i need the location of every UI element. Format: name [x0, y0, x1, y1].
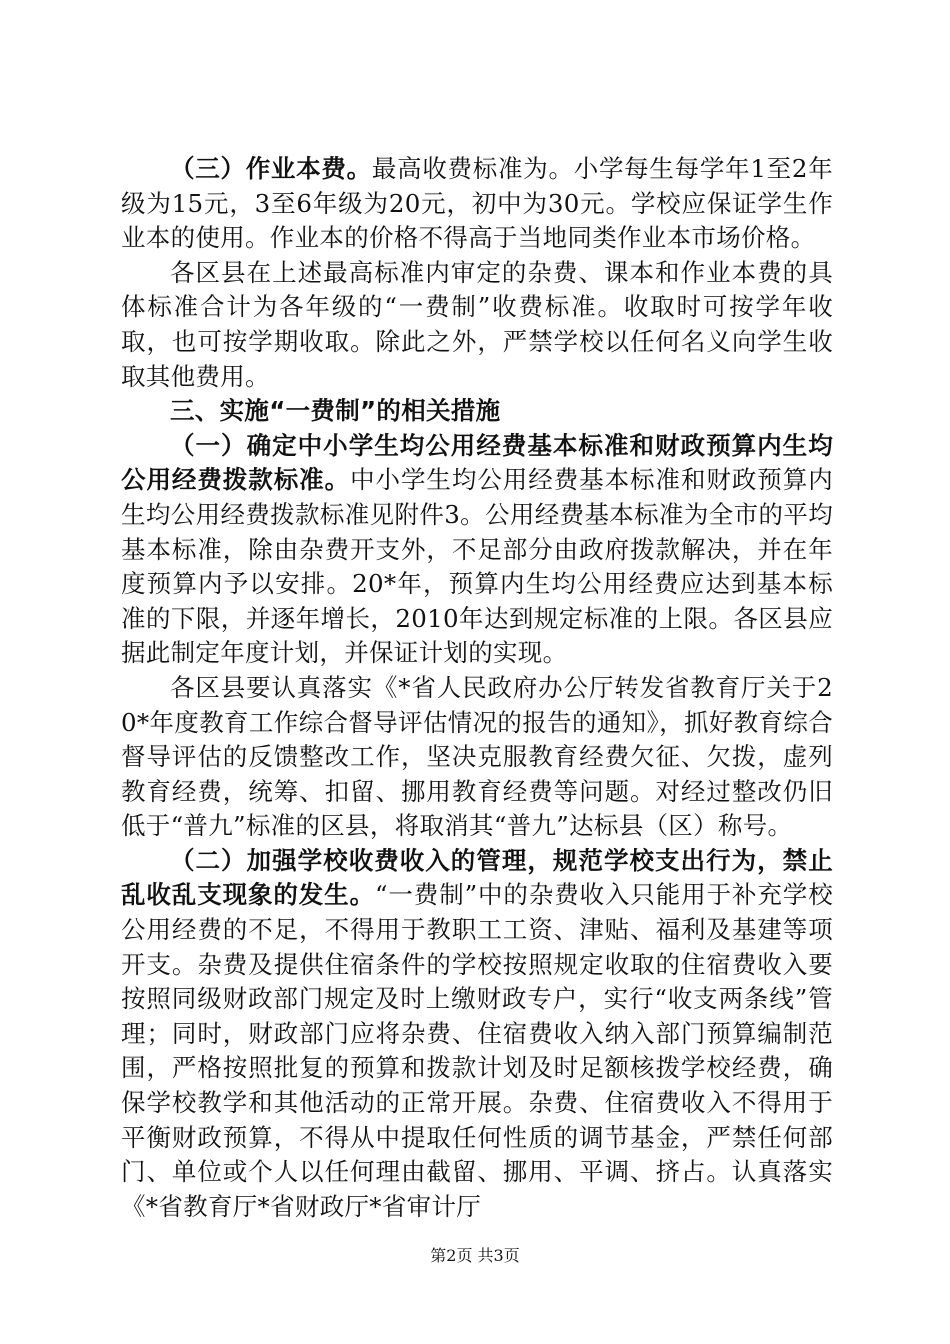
paragraph-workbook-fee	[121, 152, 833, 256]
document-body	[121, 152, 833, 1224]
section-heading: 三、实施“一费制”的相关措施	[170, 396, 501, 426]
paragraph-text: 最高收费标准为。小学每生每学年1至2年级为15元，3至6年级为20元，初中为30元。学校应保证学生作业本的使用。作业本的价格不得高于当地同类作业本市场价格。	[121, 154, 833, 253]
paragraph-lead-bold: （一）确定中小学生均公用经费基本标准和财政预算内生均公用经费拨款标准。	[121, 430, 833, 495]
paragraph-text: “一费制”中的杂费收入只能用于补充学校公用经费的不足，不得用于教职工工资、津贴、福利及基建等项开支。杂费及提供住宿条件的学校按照规定收取的住宿费收入要按照同级财政部门规定及时上缴财政专户，实行“收支两条线”管理；同时，财政部门应将杂费、住宿费收入纳入部门预算编制范围，严格按照批复的预算和拨款计划及时足额核拨学校经费，确保学校教学和其他活动的正常开展。杂费、住宿费收入不得用于平衡财政预算，不得从中提取任何性质的调节基金，严禁任何部门、单位或个人以任何理由截留、挪用、平调、挤占。认真落实《*省教育厅*省财政厅*省审计厅	[121, 880, 834, 1221]
paragraph-text: 各区县要认真落实《*省人民政府办公厅转发省教育厅关于20*年度教育工作综合督导评估情况的报告的通知》，抓好教育综合督导评估的反馈整改工作，坚决克服教育经费欠征、欠拨，虚列教育经费，统筹、扣留、挪用教育经费等问题。对经过整改仍旧低于“普九”标准的区县，将取消其“普九”达标县（区）称号。	[121, 672, 833, 841]
paragraph-implementation	[121, 671, 833, 844]
paragraph-lead-bold: （二）加强学校收费收入的管理，规范学校支出行为，禁止乱收乱支现象的发生。	[121, 845, 833, 910]
paragraph-standard-total	[121, 256, 833, 394]
paragraph-fee-management	[121, 844, 833, 1225]
page-number-footer: 第2页 共3页	[430, 1246, 520, 1265]
paragraph-text: 中小学生均公用经费基本标准和财政预算内生均公用经费拨款标准见附件3。公用经费基本标准为全市的平均基本标准，除由杂费开支外，不足部分由政府拨款解决，并在年度预算内予以安排。20*年，预算内生均公用经费应达到基本标准的下限，并逐年增长，2010年达到规定标准的上限。各区县应据此制定年度计划，并保证计划的实现。	[121, 465, 834, 668]
paragraph-text: 各区县在上述最高标准内审定的杂费、课本和作业本费的具体标准合计为各年级的“一费制”收费标准。收取时可按学年收取，也可按学期收取。除此之外，严禁学校以任何名义向学生收取其他费用。	[121, 257, 833, 391]
paragraph-lead-bold: （三）作业本费。	[170, 154, 372, 183]
paragraph-public-funding	[121, 429, 833, 671]
